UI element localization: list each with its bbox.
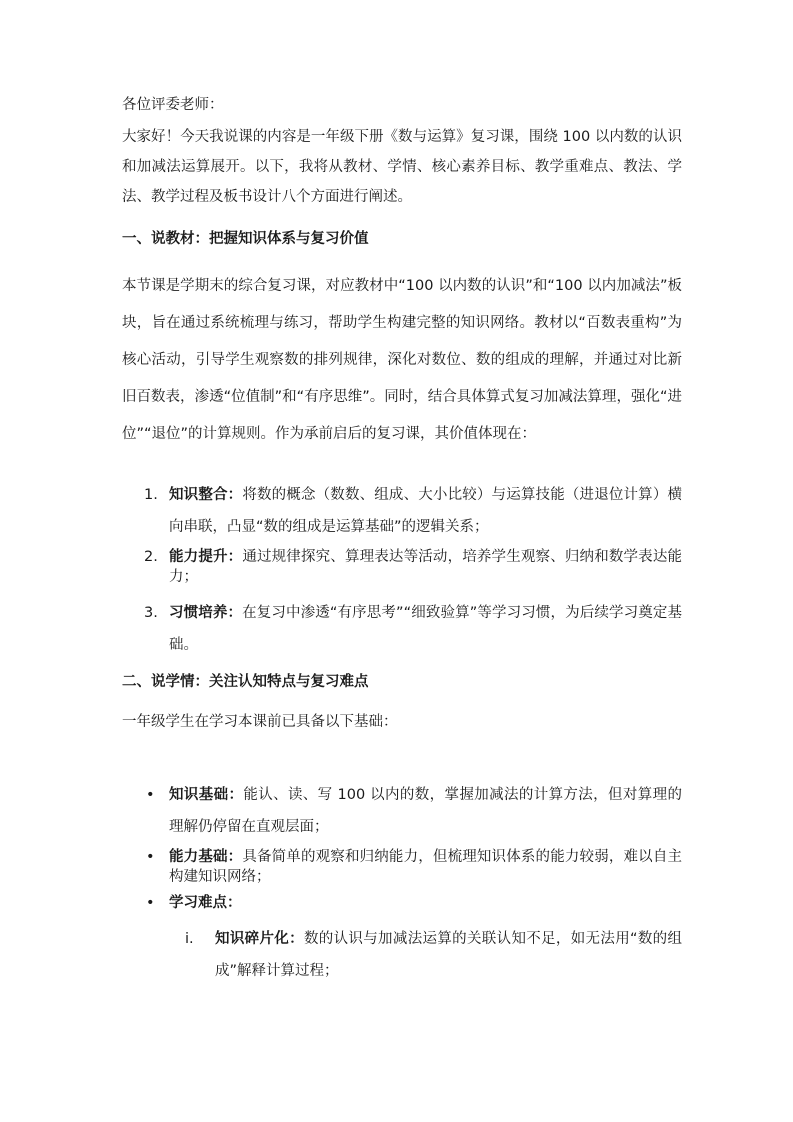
list-item xyxy=(122,779,682,843)
list-item xyxy=(122,597,682,661)
item-text: 数的认识与加减法运算的关联认知不足，如无法用“数的组成”解释计算过程； xyxy=(215,931,682,979)
list-marker: i. xyxy=(185,931,194,947)
bullet-marker: • xyxy=(146,787,155,803)
item-text: 在复习中渗透“有序思考”“细致验算”等学习习惯，为后续学习奠定基础。 xyxy=(169,605,683,653)
item-text: 能认、读、写 100 以内的数，掌握加减法的计算方法，但对算理的理解仍停留在直观层面； xyxy=(169,787,682,835)
bullet-marker: • xyxy=(146,895,155,911)
item-text: 将数的概念（数数、组成、大小比较）与运算技能（进退位计算）横向串联，凸显“数的组成是运算基础”的逻辑关系； xyxy=(169,487,683,535)
section-1-paragraph: 本节课是学期末的综合复习课，对应教材中“100 以内数的认识”和“100 以内加减法”板块，旨在通过系统梳理与练习，帮助学生构建完整的知识网络。教材以“百数表重构”为核心活动，引导学生观察数的排列规律，深化对数位、数的组成的理解，并通过对比新旧百数表，渗透“位值制”和“有序思维”。同时，结合具体算式复习加减法算理，强化“进位”“退位”的计算规则。作为承前启后的复习课，其价值体现在： xyxy=(122,278,682,442)
greeting: 各位评委老师： xyxy=(122,97,224,113)
list-item xyxy=(122,847,682,887)
item-title: 知识整合： xyxy=(169,487,243,503)
item-text: 具备简单的观察和归纳能力，但梳理知识体系的能力较弱，难以自主构建知识网络； xyxy=(169,849,683,885)
list-item xyxy=(122,923,682,987)
list-marker: 3. xyxy=(144,605,158,621)
list-item xyxy=(122,479,682,543)
document-page xyxy=(122,92,682,987)
item-title: 知识碎片化： xyxy=(215,931,304,947)
section-2-heading: 二、说学情：关注认知特点与复习难点 xyxy=(122,674,369,690)
list-marker: 2. xyxy=(144,549,158,565)
item-title: 学习难点： xyxy=(169,895,242,911)
intro-paragraph: 大家好！今天我说课的内容是一年级下册《数与运算》复习课，围绕 100 以内数的认识和加减法运算展开。以下，我将从教材、学情、核心素养目标、教学重难点、教法、学法、教学过程及板书设计八个方面进行阐述。 xyxy=(122,129,682,205)
item-title: 能力提升： xyxy=(169,549,243,565)
list-item xyxy=(122,547,682,587)
difficulty-sublist xyxy=(122,923,682,987)
item-text: 通过规律探究、算理表达等活动，培养学生观察、归纳和数学表达能力； xyxy=(169,549,683,585)
item-title: 能力基础： xyxy=(169,849,243,865)
student-basis-list xyxy=(122,779,682,913)
list-item xyxy=(122,893,682,913)
item-title: 知识基础： xyxy=(169,787,244,803)
list-marker: 1. xyxy=(144,487,158,503)
item-title: 习惯培养： xyxy=(169,605,243,621)
value-list xyxy=(122,479,682,661)
section-2-lead: 一年级学生在学习本课前已具备以下基础： xyxy=(122,714,398,730)
bullet-marker: • xyxy=(146,849,155,865)
section-1-heading: 一、说教材：把握知识体系与复习价值 xyxy=(122,231,369,247)
